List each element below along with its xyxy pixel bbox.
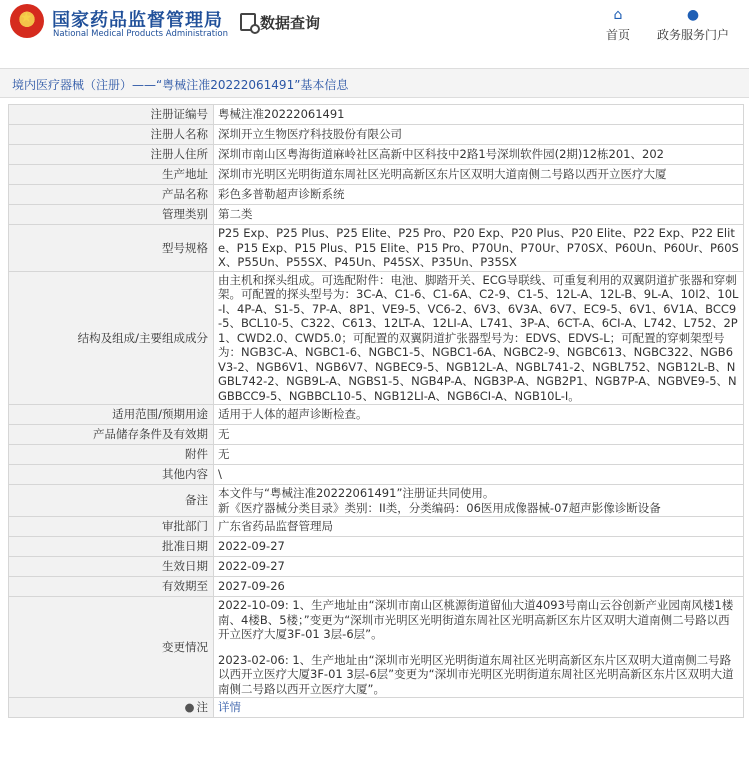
user-icon: ● (686, 7, 700, 23)
field-label: 生产地址 (9, 165, 214, 185)
field-value: 深圳市光明区光明街道东周社区光明高新区东片区双明大道南侧二号路以西开立医疗大厦 (214, 165, 744, 185)
field-label: 备注 (9, 485, 214, 517)
field-label: 注册人住所 (9, 145, 214, 165)
field-label: 变更情况 (9, 597, 214, 698)
field-value: 2022-09-27 (214, 537, 744, 557)
table-row (9, 165, 744, 185)
table-row (9, 698, 744, 718)
table-row (9, 271, 744, 405)
field-label: ● 注 (9, 698, 214, 718)
field-value: 适用于人体的超声诊断检查。 (214, 405, 744, 425)
nav-service-portal-link[interactable] (653, 7, 733, 43)
field-value (214, 485, 744, 517)
field-label: 其他内容 (9, 465, 214, 485)
nav-service-label: 政务服务门户 (656, 28, 729, 42)
table-row (9, 517, 744, 537)
field-label: 型号规格 (9, 225, 214, 272)
field-label: 注册人名称 (9, 125, 214, 145)
field-label: 产品名称 (9, 185, 214, 205)
breadcrumb (0, 68, 749, 98)
field-label: 附件 (9, 445, 214, 465)
field-value: 无 (214, 445, 744, 465)
field-value (214, 698, 744, 718)
change-entry: 2023-02-06: 1、生产地址由“深圳市光明区光明街道东周社区光明高新区东片区双明大道南侧二号路以西开立医疗大厦3F-01 3层-6层”变更为“深圳市光明区光明街道东周社区光明高新区东片区双明大道南侧二号路以西开立医疗大厦”。 (218, 652, 734, 696)
table-row (9, 537, 744, 557)
breadcrumb-text: 境内医疗器械（注册）——“粤械注准20222061491”基本信息 (12, 78, 349, 92)
field-value: 2027-09-26 (214, 577, 744, 597)
field-label: 注册证编号 (9, 105, 214, 125)
field-label: 有效期至 (9, 577, 214, 597)
national-emblem-icon (10, 4, 44, 38)
change-entry: 2022-10-09: 1、生产地址由“深圳市南山区桃源街道留仙大道4093号南山云谷创新产业园南风楼1楼南、4楼B、5楼；”变更为“深圳市光明区光明街道东周社区光明高新区东片区双明大道南侧二号路以西开立医疗大厦3F-01 3层-6层”。 (218, 598, 734, 641)
field-label: 批准日期 (9, 537, 214, 557)
field-value: \ (214, 465, 744, 485)
table-row (9, 145, 744, 165)
table-row (9, 105, 744, 125)
table-row (9, 185, 744, 205)
home-icon: ⌂ (613, 7, 623, 23)
field-label: 生效日期 (9, 557, 214, 577)
remarks-line: 本文件与“粤械注准20222061491”注册证共同使用。 (218, 486, 495, 500)
registration-info-table (8, 104, 744, 718)
table-row (9, 425, 744, 445)
table-row (9, 577, 744, 597)
table-row (9, 465, 744, 485)
field-value: 第二类 (214, 205, 744, 225)
field-value: 彩色多普勒超声诊断系统 (214, 185, 744, 205)
table-row (9, 205, 744, 225)
data-query-title[interactable]: 数据查询 (240, 12, 320, 33)
field-value (214, 597, 744, 698)
field-label: 产品储存条件及有效期 (9, 425, 214, 445)
field-label: 管理类别 (9, 205, 214, 225)
table-row (9, 405, 744, 425)
details-link[interactable]: 详情 (218, 700, 241, 715)
org-name-cn[interactable]: 国家药品监督管理局 (52, 10, 223, 31)
field-value: 深圳开立生物医疗科技股份有限公司 (214, 125, 744, 145)
nav-home-link[interactable] (598, 7, 638, 43)
table-row (9, 485, 744, 517)
site-header (0, 0, 749, 50)
field-value: 由主机和探头组成。可选配附件：电池、脚踏开关、ECG导联线、可重复利用的双翼阴道扩张器和穿刺架。可配置的探头型号为：3C-A、C1-6、C1-6A、C2-9、C1-5、12L-A、12L-B、9L-A、10I2、10L-I、4P-A、S1-5、7P-A、8P1、VE9-5、VC6-2、6V3、6V3A、6V7、EC9-5、6V1、6V1A、BCC9-5、BCL10-5、C322、C613、12LT-A、12LI-A、L741、3P-A、6CT-A、6CI-A、L742、L752、2P1、CWD2.0、CWD5.0；可配置的双翼阴道扩张器型号为：EDVS、EDVS-L；可配置的穿刺架型号为：NGB3C-A、NGBC1-6、NGBC1-5、NGBC1-6A、NGBC2-9、NGBC613、NGBC322、NGB6V3-2、NGB6V1、NGB6V7、NGBEC9-5、NGB12L-A、NGBL741-2、NGBL752、NGB12L-B、NGBL742-2、NGB9L-A、NGBS1-5、NGB4P-A、NGB3P-A、NGB2P1、NGB7P-A、NGBVE9-5、NGBBCC9-5、NGBBCL10-5、NGB12LI-A、NGB6CI-A、NGB10L-I。 (214, 271, 744, 405)
field-value: 无 (214, 425, 744, 445)
table-row (9, 557, 744, 577)
bulb-icon: ● (184, 700, 195, 715)
field-label: 审批部门 (9, 517, 214, 537)
search-document-icon (240, 13, 256, 31)
field-value: 2022-09-27 (214, 557, 744, 577)
field-value: 广东省药品监督管理局 (214, 517, 744, 537)
field-value: P25 Exp、P25 Plus、P25 Elite、P25 Pro、P20 Exp、P20 Plus、P20 Elite、P22 Exp、P22 Elite、P15 Exp、P15 Plus、P15 Elite、P15 Pro、P70Un、P70Ur、P70SX、P60Un、P60Ur、P60SX、P55Un、P55SX、P45Un、P45SX、P35Un、P35SX (214, 225, 744, 272)
remarks-line: 新《医疗器械分类目录》类别：II类，分类编码：06医用成像器械-07超声影像诊断设备 (218, 500, 661, 515)
field-label: 适用范围/预期用途 (9, 405, 214, 425)
org-name-en: National Medical Products Administration (53, 29, 228, 39)
field-value: 粤械注准20222061491 (214, 105, 744, 125)
field-label: 结构及组成/主要组成成分 (9, 271, 214, 405)
table-row (9, 597, 744, 698)
table-row (9, 445, 744, 465)
field-value: 深圳市南山区粤海街道麻岭社区高新中区科技中2路1号深圳软件园(2期)12栋201、202 (214, 145, 744, 165)
table-row (9, 225, 744, 272)
nav-home-label: 首页 (605, 28, 630, 42)
table-row (9, 125, 744, 145)
